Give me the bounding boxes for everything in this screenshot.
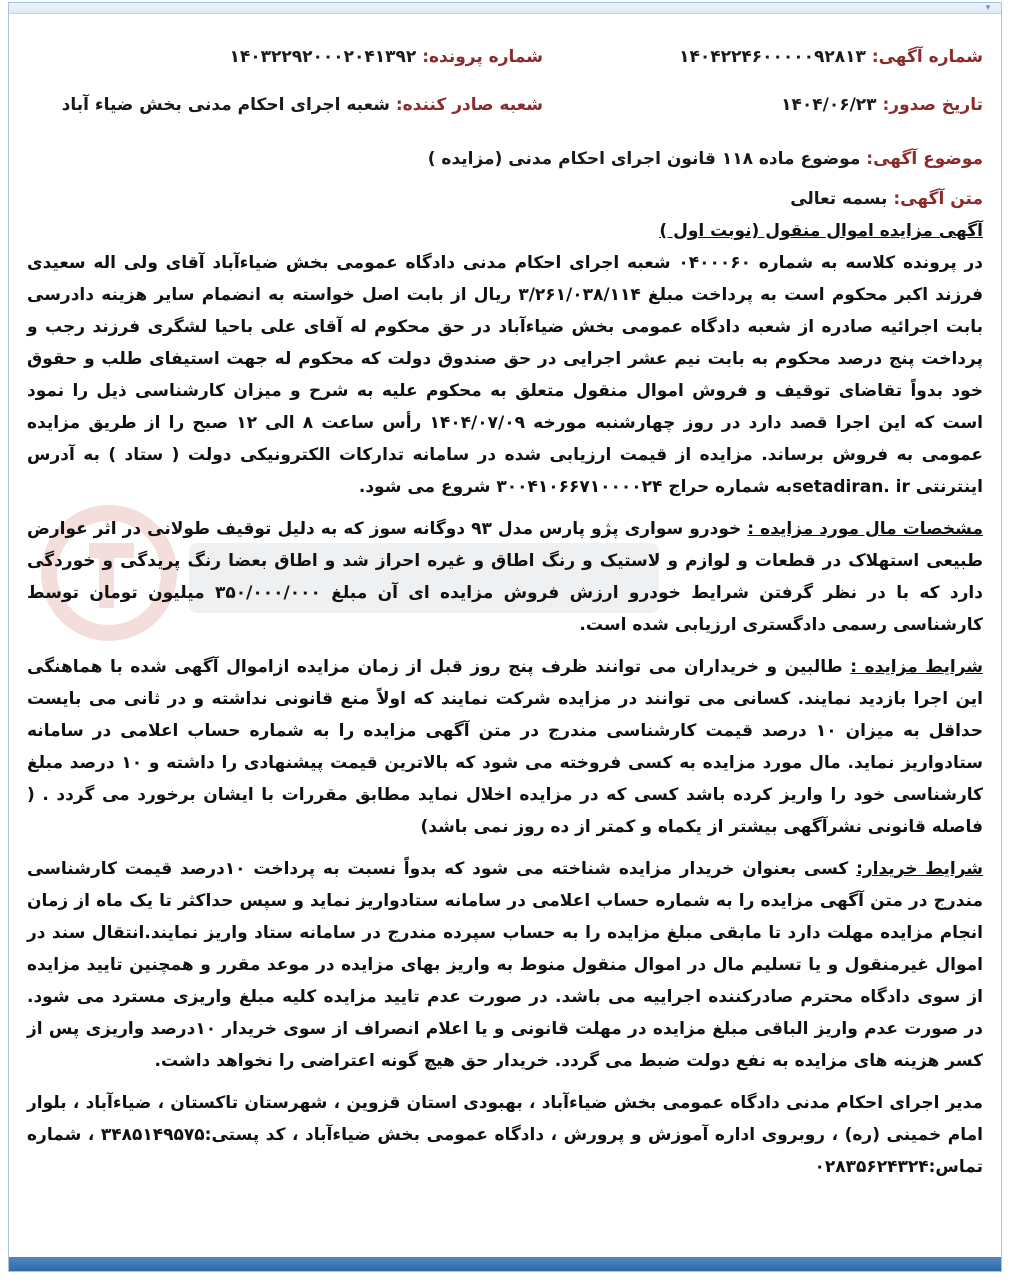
case-number-value: ۱۴۰۳۲۲۹۲۰۰۰۲۰۴۱۳۹۲: [229, 47, 417, 67]
subject-value: موضوع ماده ۱۱۸ قانون اجرای احکام مدنی (مزایده ): [427, 149, 861, 169]
document-frame: [8, 2, 1002, 1272]
issue-date: [781, 89, 983, 121]
issue-date-label: تاریخ صدور:: [882, 95, 983, 115]
paragraph-buyer: [27, 853, 983, 1077]
ad-number-label: شماره آگهی:: [871, 47, 983, 67]
subject-label: موضوع آگهی:: [866, 149, 983, 169]
issuer: [62, 89, 543, 121]
buyer-label: شرایط خریدار:: [856, 859, 983, 879]
window-bottom-bar: [9, 1257, 1001, 1271]
meta-row-2: [27, 81, 983, 129]
text-label: متن آگهی:: [893, 189, 983, 209]
meta-row-1: [27, 33, 983, 81]
case-number-label: شماره پرونده:: [422, 47, 543, 67]
paragraph-main: در پرونده کلاسه به شماره ۰۴۰۰۰۶۰ شعبه اجرای احکام مدنی دادگاه عمومی بخش ضیاءآباد آقای ولی اله سعیدی فرزند اکبر محکوم است به پرداخت مبلغ ۳/۲۶۱/۰۳۸/۱۱۴ ریال از بابت اصل خواسته به انضمام سایر هزینه دادرسی بابت اجرائیه صادره از شعبه دادگاه عمومی بخش ضیاءآباد در حق محکوم له آقای علی باحیا لشگری فرزند رجب و پرداخت پنج درصد محکوم به بابت نیم عشر اجرایی در حق صندوق دولت که محکوم له جهت استیفای طلب و حقوق خود بدواً تقاضای توقیف و فروش اموال منقول متعلق به محکوم علیه به شرح و میزان کارشناسی ذیل را نمود است که این اجرا قصد دارد در روز چهارشنبه مورخه ۱۴۰۴/۰۷/۰۹ رأس ساعت ۸ الی ۱۲ صبح را از طریق مزایده عمومی به فروش برساند. مزایده از قیمت ارزیابی شده در سامانه تدارکات الکترونیکی دولت ( ستاد ) به آدرس اینترنتی setadiran. irبه شماره حراج ۳۰۰۴۱۰۶۶۷۱۰۰۰۰۲۴ شروع می شود.: [27, 253, 984, 497]
notice-content: [27, 33, 983, 1193]
issuer-value: شعبه اجرای احکام مدنی بخش ضیاء آباد: [61, 95, 390, 115]
conditions-value: طالبین و خریداران می توانند ظرف پنج روز قبل از زمان مزایده ازاموال آگهی شده با هماهنگی این اجرا بازدید نمایند. کسانی می توانند در مزایده شرکت نمایند که اولاً منع قانونی نداشته و در ثانی می بایست حداقل به میزان ۱۰ درصد قیمت کارشناسی مندرج در متن آگهی مزایده را به شماره حساب اعلامی در سامانه ستادواریز نماید. مال مورد مزایده به کسی فروخته می شود که بالاترین قیمت پیشنهادی را داشته و ۱۰ درصد مبلغ کارشناسی خود را واریز کرده باشد کسی که در مزایده اخلال نماید مطابق مقررات با ایشان برخورد می گردد . ( فاصله قانونی نشرآگهی بیشتر از یکماه و کمتر از ده روز نمی باشد): [27, 657, 984, 837]
conditions-label: شرایط مزایده :: [850, 657, 983, 677]
notice-title: آگهی مزایده اموال منقول (نوبت اول ): [659, 221, 983, 241]
ad-number-value: ۱۴۰۴۲۲۴۶۰۰۰۰۰۹۲۸۱۳: [679, 47, 866, 67]
paragraph-specs: [27, 513, 983, 641]
case-number: [229, 41, 543, 73]
paragraph-footer: مدیر اجرای احکام مدنی دادگاه عمومی بخش ضیاءآباد ، بهبودی استان قزوین ، شهرستان تاکستان ، ضیاءآباد ، بلوار امام خمینی (ره) ، روبروی اداره آموزش و پرورش ، دادگاه عمومی بخش ضیاءآباد ، کد پستی:۳۴۸۵۱۴۹۵۷۵ ، شماره تماس:۰۲۸۳۵۶۲۴۳۲۴: [27, 1093, 983, 1177]
text-intro-value: بسمه تعالی: [790, 189, 888, 209]
paragraph-conditions: [27, 651, 983, 843]
window-top-strip: [9, 3, 1001, 14]
specs-label: مشخصات مال مورد مزایده :: [747, 519, 984, 539]
issue-date-value: ۱۴۰۴/۰۶/۲۳: [781, 95, 877, 115]
ad-number: [679, 41, 983, 73]
buyer-value: کسی بعنوان خریدار مزایده شناخته می شود که بدواً نسبت به پرداخت ۱۰درصد قیمت کارشناسی مندرج در متن آگهی مزایده را به شماره حساب اعلامی در سامانه ستادواریز نماید و سپس حداکثر تا یک ماه از زمان انجام مزایده مهلت دارد تا مابقی مبلغ مزایده را به حساب سپرده مندرج در سامانه ستاد واریز نمایند.انتقال سند در اموال غیرمنقول و یا تسلیم مال در اموال منقول منوط به واریز بهای مزایده در موعد مقرر و همچنین تایید مزایده از سوی دادگاه محترم صادرکننده اجراییه می باشد. در صورت عدم تایید مزایده کلیه مبلغ واریزی مسترد می شود. در صورت عدم واریز الباقی مبلغ مزایده در مهلت قانونی و یا اعلام انصراف از سوی خریدار ۱۰درصد واریزی پس از کسر هزینه های مزایده به نفع دولت ضبط می گردد. خریدار حق هیچ گونه اعتراضی را نخواهد داشت.: [27, 859, 983, 1071]
text-intro-line: [27, 183, 983, 215]
subject-line: [27, 143, 983, 175]
issuer-label: شعبه صادر کننده:: [395, 95, 543, 115]
window-corner-icon: ▾: [985, 3, 991, 13]
specs-value: خودرو سواری پژو پارس مدل ۹۳ دوگانه سوز که به دلیل توقیف طولانی در اثر عوارض طبیعی استهلاک در قطعات و لوازم و لاستیک و رنگ اطاق و غیره احراز شد و اطاق بعضا رنگ پریدگی و خوردگی دارد که با در نظر گرفتن شرایط خودرو ارزش فروش مزایده ای آن مبلغ ۳۵۰/۰۰۰/۰۰۰ میلیون تومان توسط کارشناسی رسمی دادگستری ارزیابی شده است.: [27, 519, 983, 635]
